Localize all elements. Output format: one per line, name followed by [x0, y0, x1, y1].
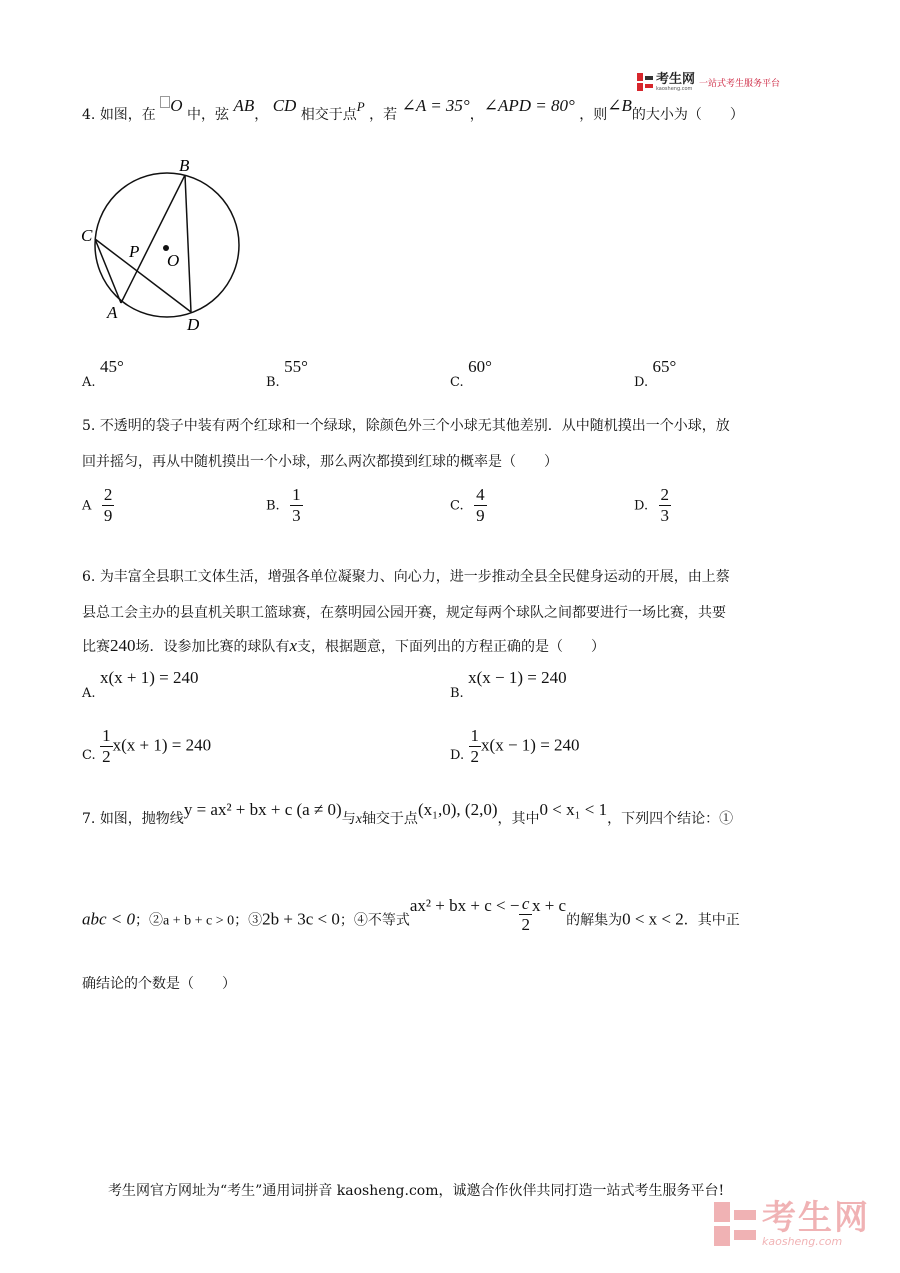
q7-x-var: x: [355, 812, 362, 827]
watermark-name: 考生网: [762, 1198, 870, 1238]
option-fraction: $\frac{2}{3}$: [660, 485, 670, 525]
q4-option-a[interactable]: [82, 357, 124, 390]
q7-number: 7.: [82, 811, 96, 827]
label-d: D: [187, 315, 200, 334]
q7-sep-1: ；②: [135, 912, 164, 929]
q7-condition: 0 < x₁ < 1: [539, 800, 608, 819]
q4-circle-label: O: [170, 96, 183, 115]
q4-text-5: ，则: [579, 107, 608, 123]
q5-number: 5.: [82, 418, 96, 434]
label-a: A: [107, 303, 118, 322]
option-letter: A: [82, 498, 92, 514]
q7-text-5: ，下列四个结论：①: [607, 811, 734, 827]
q4-target: ∠B: [607, 96, 632, 115]
q5-option-b[interactable]: [266, 485, 303, 526]
option-value: 65°: [652, 357, 677, 376]
q6-option-b[interactable]: [450, 668, 567, 701]
q7-inequality-left: ax² + bx + c < −: [409, 895, 520, 915]
question-4-stem: [82, 96, 744, 124]
q5-option-c[interactable]: [450, 485, 487, 526]
q7-text-1: 如图，抛物线: [99, 811, 184, 827]
q6-option-d[interactable]: [450, 726, 580, 767]
option-letter: D.: [634, 498, 649, 514]
option-fraction: $\frac{4}{9}$: [476, 485, 485, 525]
option-expression: x(x − 1) = 240: [468, 668, 567, 687]
option-expression: x(x + 1) = 240: [99, 668, 199, 687]
q4-condition-2: ∠APD = 80°: [483, 96, 575, 115]
watermark-url: kaosheng.com: [762, 1235, 843, 1248]
option-value: 45°: [99, 357, 124, 376]
option-letter: D.: [634, 375, 649, 390]
q4-number: 4.: [82, 107, 96, 123]
option-letter: D.: [450, 747, 465, 763]
q4-option-b[interactable]: [266, 357, 308, 390]
q7-points: (x₁,0), (2,0): [417, 800, 498, 819]
q4-sep: ，: [254, 107, 269, 123]
q4-text-1: 如图，在: [99, 107, 156, 123]
question-7-line-3: 确结论的个数是（ ）: [82, 976, 236, 992]
label-p: P: [129, 242, 140, 261]
q4-comma: ，: [469, 107, 484, 123]
half-fraction: $\frac{1}{2}$: [102, 726, 111, 766]
q6-var: x: [289, 636, 298, 655]
q7-solution-set: 0 < x < 2: [622, 909, 684, 929]
label-b: B: [179, 156, 190, 175]
q4-text-2: 中，弦: [187, 107, 229, 123]
q4-condition-1: ∠A = 35°: [401, 96, 470, 115]
option-value: 55°: [284, 357, 308, 376]
logo-name: 考生网: [656, 71, 696, 87]
circle-o: [95, 173, 239, 317]
half-fraction: $\frac{1}{2}$: [470, 726, 480, 766]
q6-text-1: 为丰富全县职工文体生活，增强各单位凝聚力、向心力，进一步推动全县全民健身运动的开展，由上蔡: [99, 569, 730, 585]
q7-text-3: 轴交于点: [361, 811, 418, 827]
q7-equation: y = ax² + bx + c (a ≠ 0): [183, 800, 342, 819]
q4-option-c[interactable]: [450, 357, 492, 390]
q7-text-7: ．其中正: [683, 912, 740, 929]
q6-option-a[interactable]: [82, 668, 199, 701]
logo-url: kaosheng.com: [656, 85, 693, 92]
option-letter: C.: [450, 498, 464, 514]
question-6-line-1: [82, 566, 730, 586]
q7-conclusion-3: 2b + 3c < 0: [262, 909, 340, 929]
q7-text-6: 的解集为: [566, 912, 623, 929]
segment-bd: [185, 175, 191, 312]
q7-conclusion-2: a + b + c > 0: [163, 913, 235, 929]
option-value: 60°: [468, 357, 492, 376]
q6-match-count: 240: [110, 636, 136, 655]
option-letter: B.: [266, 375, 280, 390]
label-c: C: [81, 226, 93, 245]
question-6-line-2: 县总工会主办的县直机关职工篮球赛，在蔡明园公园开赛，规定每两个球队之间都要进行一场比赛，共要: [82, 605, 726, 621]
question-5-line-1: [82, 415, 730, 435]
footer-text: 考生网官方网址为“考生”通用词拼音 kaosheng.com，诚邀合作伙伴共同打造一站式考生服务平台!: [108, 1183, 725, 1199]
option-expression: x(x − 1) = 240: [481, 735, 580, 755]
option-expression: x(x + 1) = 240: [112, 735, 212, 755]
q7-text-2: 与: [341, 811, 356, 827]
question-6-line-3: [82, 636, 605, 656]
label-o: O: [167, 251, 180, 270]
header-logo: [636, 72, 780, 92]
question-7-line-1: [82, 800, 734, 828]
q6-text-3b: 场．设参加比赛的球队有: [135, 639, 290, 655]
q4-text-4: ，若: [369, 107, 398, 123]
watermark: [712, 1200, 870, 1248]
q7-inequality-right: x + c: [531, 895, 567, 915]
q4-option-d[interactable]: [634, 357, 677, 390]
q4-circle-figure: [80, 155, 250, 335]
q5-option-a[interactable]: [82, 485, 114, 526]
watermark-logo-icon: [712, 1200, 758, 1248]
q4-point: P: [356, 99, 365, 114]
option-letter: A.: [82, 375, 96, 390]
kaosheng-logo-icon: [636, 72, 654, 92]
q6-text-3c: 支，根据题意，下面列出的方程正确的是（ ）: [297, 639, 606, 655]
question-5-line-2: 回并摇匀，再从中随机摸出一个小球，那么两次都摸到红球的概率是（ ）: [82, 454, 558, 470]
circle-symbol-icon: [160, 99, 170, 115]
question-7-line-2: [82, 894, 740, 941]
q4-text-3: 相交于点: [300, 107, 357, 123]
q7-sep-3: ；④不等式: [339, 912, 410, 929]
logo-slogan: 一站式考生服务平台: [699, 78, 781, 89]
q6-option-c[interactable]: [82, 726, 211, 767]
option-letter: A.: [82, 686, 96, 701]
q4-text-6: 的大小为（ ）: [631, 107, 744, 123]
q7-sep-2: ；③: [234, 912, 263, 929]
option-letter: B.: [266, 498, 280, 514]
option-letter: B.: [450, 686, 464, 701]
q7-inequality-fraction: $\frac{c}{2}$: [521, 894, 530, 934]
q5-option-d[interactable]: [634, 485, 671, 526]
q7-text-4: ，其中: [497, 811, 540, 827]
q6-number: 6.: [82, 569, 96, 585]
q7-conclusion-1: abc < 0: [82, 909, 136, 929]
option-letter: C.: [82, 747, 96, 763]
q4-chord-ab: AB: [233, 96, 255, 115]
q6-text-3a: 比赛: [82, 639, 110, 655]
option-letter: C.: [450, 375, 464, 390]
option-fraction: $\frac{2}{9}$: [103, 485, 113, 525]
q5-text-1: 不透明的袋子中装有两个红球和一个绿球，除颜色外三个小球无其他差别．从中随机摸出一个小球，放: [99, 418, 730, 434]
q4-chord-cd: CD: [272, 96, 297, 115]
option-fraction: $\frac{1}{3}$: [292, 485, 301, 525]
